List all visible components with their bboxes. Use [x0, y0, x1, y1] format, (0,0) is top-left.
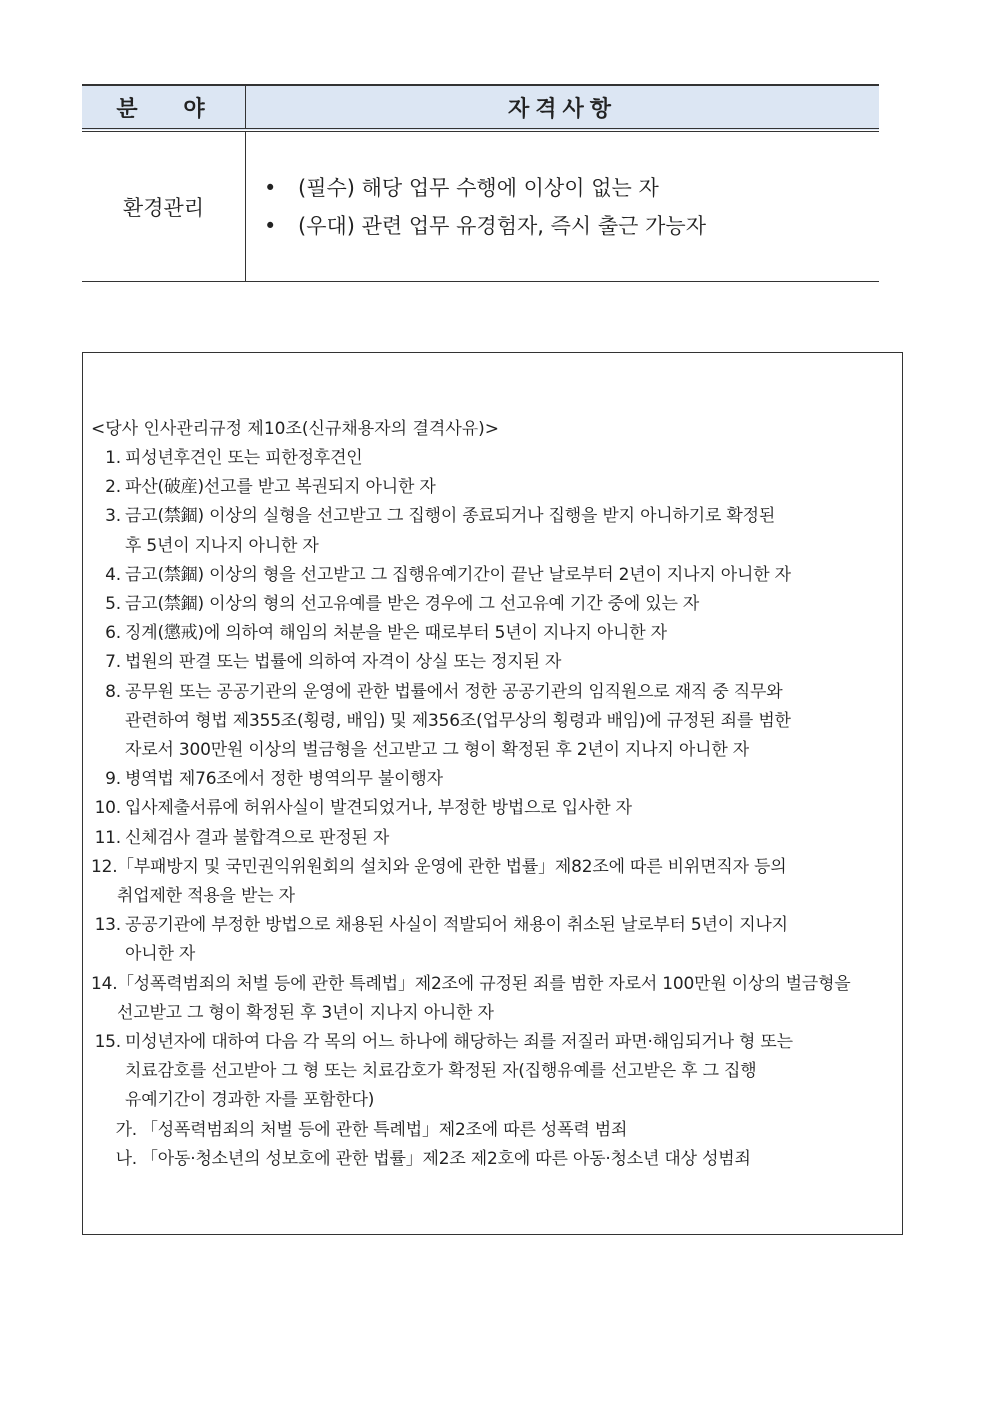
- bullet-icon: •: [264, 175, 277, 200]
- list-item: [91, 824, 896, 853]
- table-header-row: [82, 85, 879, 130]
- list-item: [91, 619, 896, 648]
- item-number: 2.: [105, 477, 121, 498]
- list-item: [91, 1145, 896, 1174]
- item-text: 입사제출서류에 허위사실이 발견되었거나, 부정한 방법으로 입사한 자: [125, 798, 632, 819]
- item-number: 5.: [105, 594, 121, 615]
- item-number: 나.: [115, 1148, 137, 1169]
- item-text: 신체검사 결과 불합격으로 판정된 자: [125, 827, 390, 848]
- table-row: [82, 130, 879, 282]
- item-number: 4.: [105, 564, 121, 585]
- item-number: 15.: [94, 1032, 121, 1053]
- item-text: 미성년자에 대하여 다음 각 목의 어느 하나에 해당하는 죄를 저질러 파면·해임되거나 형 또는 치료감호를 선고받아 그 형 또는 치료감호가 확정된 자(집행유예를 선고받은 후 그 집행 유예기간이 경과한 자를 포함한다): [125, 1032, 793, 1111]
- item-text: 공무원 또는 공공기관의 운영에 관한 법률에서 정한 공공기관의 임직원으로 재직 중 직무와 관련하여 형법 제355조(횡령, 배임) 및 제356조(업무상의 횡령과 배임)에 규정된 죄를 범한 자로서 300만원 이상의 벌금형을 선고받고 그 형이 확정된 후 2년이 지나지 아니한 자: [125, 681, 791, 761]
- list-item: [91, 765, 896, 794]
- list-item: [91, 1116, 896, 1145]
- item-number: 8.: [105, 681, 121, 702]
- item-text: 「아동·청소년의 성보호에 관한 법률」제2조 제2호에 따른 아동·청소년 대상 성범죄: [141, 1148, 751, 1169]
- list-item: [91, 970, 896, 1028]
- item-number: 6.: [105, 623, 121, 644]
- list-item: [91, 561, 896, 590]
- header-field: 분 야: [82, 85, 246, 130]
- item-number: 13.: [94, 915, 121, 936]
- list-item: [91, 502, 896, 560]
- list-item: [264, 169, 879, 207]
- qualification-cell: [246, 130, 880, 282]
- item-number: 7.: [105, 652, 121, 673]
- list-item: [264, 207, 879, 245]
- list-item: [91, 1028, 896, 1116]
- item-text: 공공기관에 부정한 방법으로 채용된 사실이 적발되어 채용이 취소된 날로부터 5년이 지나지 아니한 자: [125, 915, 788, 965]
- disqualification-rules-box: [82, 352, 903, 1235]
- item-number: 14.: [91, 973, 118, 994]
- list-item: [91, 444, 896, 473]
- item-number: 3.: [105, 506, 121, 527]
- list-item: [91, 853, 896, 911]
- item-text: 「성폭력범죄의 처벌 등에 관한 특례법」제2조에 따른 성폭력 범죄: [141, 1119, 628, 1140]
- item-text: 금고(禁錮) 이상의 형을 선고받고 그 집행유예기간이 끝난 날로부터 2년이 지나지 아니한 자: [125, 564, 791, 585]
- list-item: [91, 794, 896, 823]
- item-text: 병역법 제76조에서 정한 병역의무 불이행자: [125, 769, 443, 790]
- item-number: 10.: [94, 798, 121, 819]
- item-text: 징계(懲戒)에 의하여 해임의 처분을 받은 때로부터 5년이 지나지 아니한 자: [125, 623, 667, 644]
- item-text: 법원의 판결 또는 법률에 의하여 자격이 상실 또는 정지된 자: [125, 652, 562, 673]
- list-item: [91, 648, 896, 677]
- item-text: 「부패방지 및 국민권익위원회의 설치와 운영에 관한 법률」제82조에 따른 비위면직자 등의 취업제한 적용을 받는 자: [117, 856, 787, 907]
- qualification-list: [246, 169, 879, 245]
- item-text: 「성폭력범죄의 처벌 등에 관한 특례법」제2조에 규정된 죄를 범한 자로서 100만원 이상의 벌금형을 선고받고 그 형이 확정된 후 3년이 지나지 아니한 자: [117, 973, 851, 1023]
- item-number: 9.: [105, 769, 121, 790]
- field-name: 환경관리: [82, 130, 246, 282]
- item-text: 금고(禁錮) 이상의 실형을 선고받고 그 집행이 종료되거나 집행을 받지 아니하기로 확정된 후 5년이 지나지 아니한 자: [125, 506, 776, 556]
- item-text: 금고(禁錮) 이상의 형의 선고유예를 받은 경우에 그 선고유예 기간 중에 있는 자: [125, 594, 700, 615]
- bullet-icon: •: [264, 213, 277, 238]
- item-number: 12.: [91, 856, 118, 877]
- qualification-required: (필수) 해당 업무 수행에 이상이 없는 자: [298, 175, 659, 200]
- item-text: 피성년후견인 또는 피한정후견인: [125, 448, 363, 468]
- qualification-table: [82, 84, 879, 282]
- item-number: 11.: [94, 827, 121, 848]
- item-text: 파산(破産)선고를 받고 복권되지 아니한 자: [125, 477, 436, 498]
- rules-list: [91, 444, 896, 1174]
- item-number: 가.: [115, 1119, 137, 1140]
- header-qualification: 자격사항: [246, 85, 880, 130]
- rules-title: <당사 인사관리규정 제10조(신규채용자의 결격사유)>: [91, 419, 500, 439]
- list-item: [91, 678, 896, 766]
- list-item: [91, 590, 896, 619]
- list-item: [91, 911, 896, 969]
- item-number: 1.: [105, 448, 121, 468]
- list-item: [91, 473, 896, 502]
- qualification-preferred: (우대) 관련 업무 유경험자, 즉시 출근 가능자: [298, 213, 706, 238]
